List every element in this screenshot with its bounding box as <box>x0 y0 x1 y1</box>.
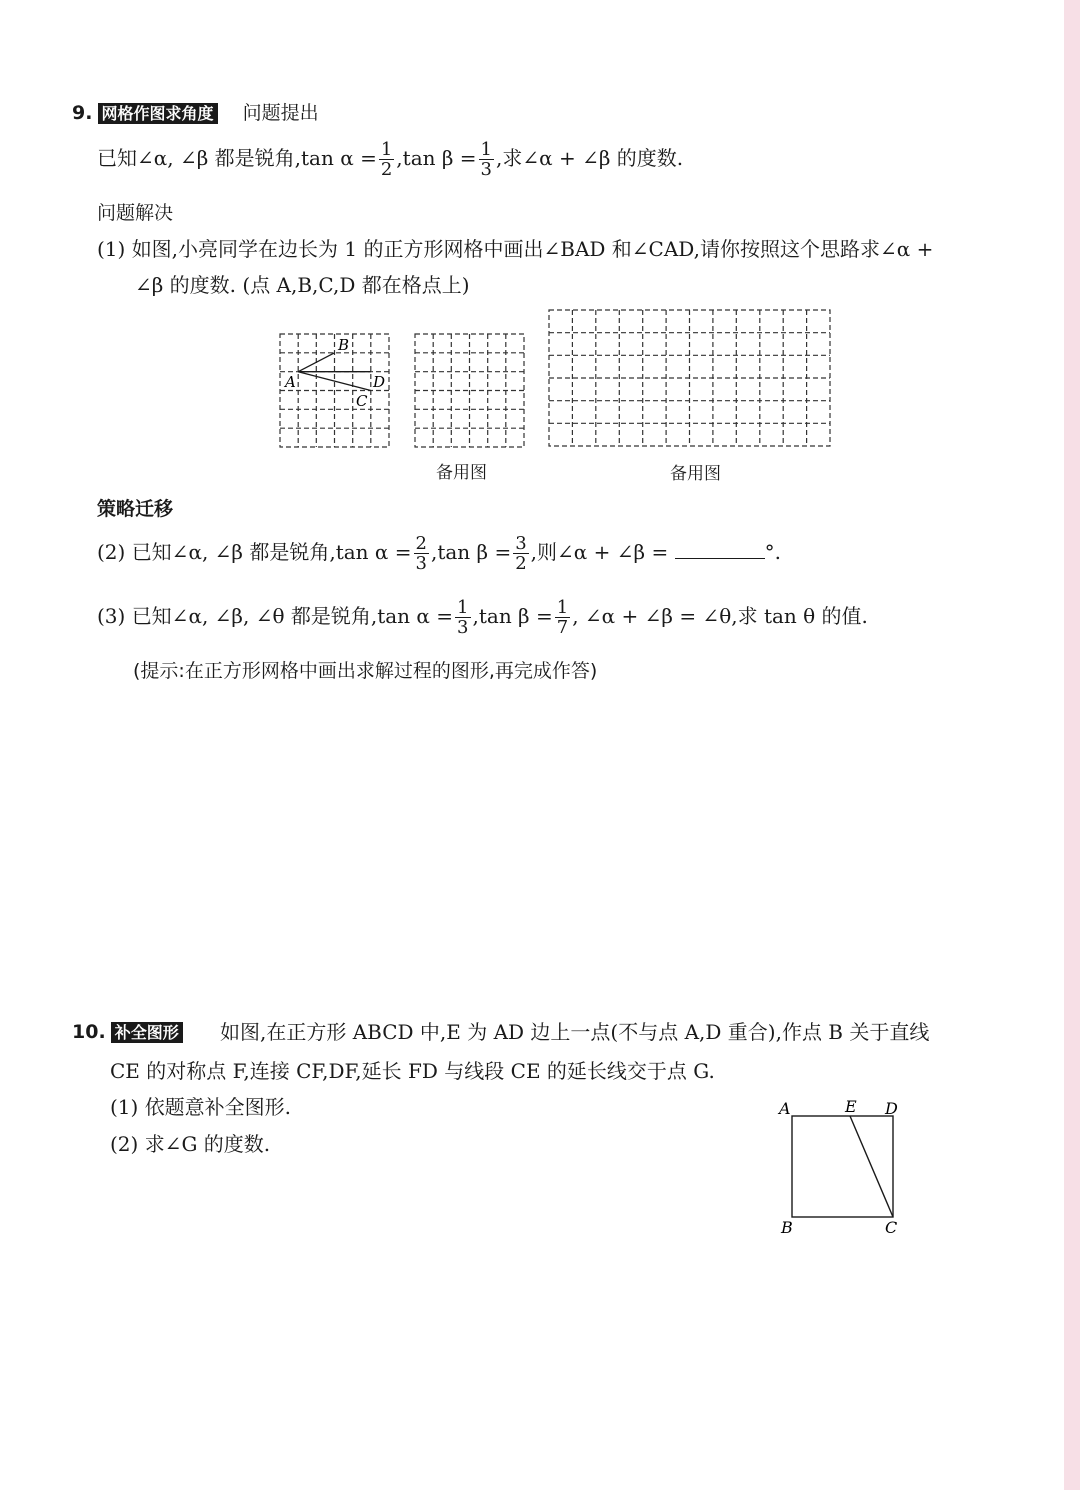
frac-denominator: 2 <box>380 159 393 180</box>
label-C: C <box>356 392 368 410</box>
fraction-tan-beta <box>555 598 570 637</box>
part2-text-2: ,tan β = <box>430 540 512 564</box>
label-A: A <box>779 1099 791 1118</box>
q9-grid-figures <box>0 0 1080 500</box>
frac-numerator: 1 <box>480 139 492 160</box>
frac-denominator: 3 <box>415 553 427 574</box>
label-A: A <box>285 373 296 391</box>
q9-part1-line2: ∠β 的度数. (点 A,B,C,D 都在格点上) <box>135 273 470 297</box>
fraction-tan-alpha <box>455 598 470 637</box>
q9-heading-solve: 问题解决 <box>97 202 174 224</box>
grid-spare-2 <box>549 310 830 446</box>
q9-part3 <box>97 598 868 637</box>
label-B: B <box>781 1218 793 1237</box>
label-D: D <box>373 373 386 391</box>
q10-line1: 如图,在正方形 ABCD 中,E 为 AD 边上一点(不与点 A,D 重合),作点 B 关于直线 <box>220 1020 930 1044</box>
label-B: B <box>338 336 350 354</box>
q9-part1-line1: (1) 如图,小亮同学在边长为 1 的正方形网格中画出∠BAD 和∠CAD,请你按照这个思路求∠α + <box>97 237 934 261</box>
part3-text-2: ,tan β = <box>472 604 553 628</box>
q10-tag: 补全图形 <box>111 1022 183 1043</box>
frac-numerator: 1 <box>556 597 569 618</box>
frac-denominator: 7 <box>556 617 569 638</box>
square-ABCD <box>792 1116 893 1217</box>
q10-square-figure <box>770 1090 920 1250</box>
caption-spare-1: 备用图 <box>436 463 487 483</box>
frac-denominator: 2 <box>515 553 527 574</box>
q10-line2: CE 的对称点 F,连接 CF,DF,延长 FD 与线段 CE 的延长线交于点 G. <box>110 1059 715 1083</box>
frac-numerator: 2 <box>415 533 427 554</box>
fraction-tan-alpha <box>414 534 429 573</box>
frac-denominator: 3 <box>480 159 492 180</box>
q9-hint: (提示:在正方形网格中画出求解过程的图形,再完成作答) <box>133 660 598 682</box>
frac-numerator: 1 <box>457 597 469 618</box>
q9-part2 <box>97 534 781 573</box>
answer-blank[interactable] <box>675 540 765 559</box>
prompt-text-2: ,tan β = <box>396 146 477 170</box>
q10-number: 10. <box>72 1021 106 1043</box>
frac-numerator: 3 <box>515 533 527 554</box>
q10-header <box>72 1020 183 1043</box>
frac-numerator: 1 <box>380 139 393 160</box>
q9-tag: 网格作图求角度 <box>98 103 218 124</box>
part3-text-1: (3) 已知∠α, ∠β, ∠θ 都是锐角,tan α = <box>97 604 454 628</box>
part2-text-3: ,则∠α + ∠β = <box>530 540 669 564</box>
fraction-tan-beta <box>513 534 528 573</box>
label-D: D <box>885 1099 898 1118</box>
frac-denominator: 3 <box>457 617 469 638</box>
q9-heading-strategy: 策略迁移 <box>97 498 174 520</box>
caption-spare-2: 备用图 <box>670 464 721 484</box>
grid-spare-1 <box>415 334 524 447</box>
q10-part2: (2) 求∠G 的度数. <box>110 1132 271 1156</box>
part3-text-3: , ∠α + ∠β = ∠θ,求 tan θ 的值. <box>572 604 868 628</box>
part2-degree: °. <box>764 540 781 564</box>
label-C: C <box>885 1218 898 1237</box>
q9-number: 9. <box>72 102 93 124</box>
part2-text-1: (2) 已知∠α, ∠β 都是锐角,tan α = <box>97 540 412 564</box>
label-E: E <box>845 1097 857 1116</box>
prompt-text-3: ,求∠α + ∠β 的度数. <box>495 146 684 170</box>
segment-CE <box>850 1116 893 1217</box>
prompt-text-1: 已知∠α, ∠β 都是锐角,tan α = <box>97 146 377 170</box>
q10-part1: (1) 依题意补全图形. <box>110 1095 292 1119</box>
q9-heading-problem: 问题提出 <box>242 102 319 124</box>
